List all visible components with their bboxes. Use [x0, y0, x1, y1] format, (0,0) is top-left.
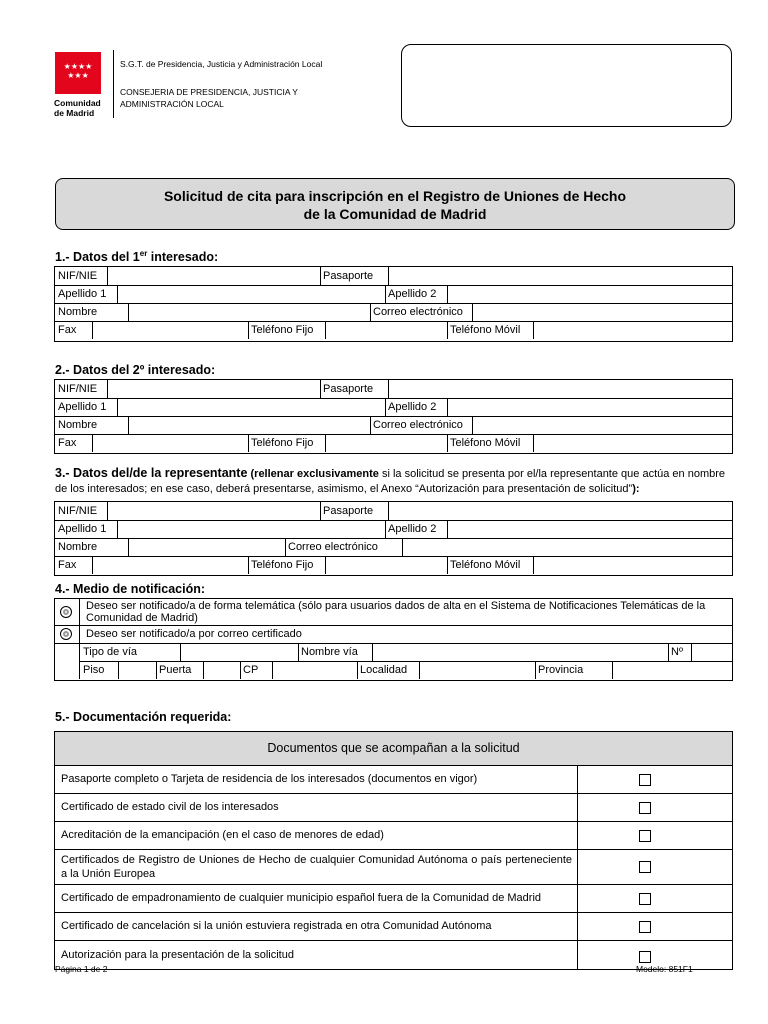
cp-label: CP — [243, 664, 259, 676]
puerta-label: Puerta — [159, 664, 192, 676]
logo-stars-icon: ★★★★ ★★★ — [63, 62, 93, 80]
pasaporte-label: Pasaporte — [323, 505, 374, 517]
doc-checkbox[interactable] — [639, 774, 651, 786]
section-5-title: 5.- Documentación requerida: — [55, 710, 232, 724]
table-row — [55, 822, 732, 850]
radio-telematica[interactable] — [60, 606, 72, 618]
tipo-via-label: Tipo de vía — [83, 646, 138, 658]
nif-label: NIF/NIE — [58, 383, 98, 395]
doc-checkbox[interactable] — [639, 861, 651, 873]
provincia-label: Provincia — [538, 664, 584, 676]
doc-label: Acreditación de la emancipación (en el caso de menores de edad) — [61, 829, 384, 841]
logo-text: Comunidad de Madrid — [54, 98, 101, 118]
pasaporte-label: Pasaporte — [323, 383, 374, 395]
section-3-title: 3.- Datos del/de la representante (rellenar exclusivamente si la solicitud se presenta por el/la representante que actúa en nombre de los interesados; en ese caso, deberá presentarse, asimismo, el Anexo “Autorización para presentación de solicitud”): — [55, 466, 726, 495]
apellido1-label: Apellido 1 — [58, 523, 107, 535]
correo-label: Correo electrónico — [373, 419, 463, 431]
header-divider — [113, 50, 114, 118]
localidad-label: Localidad — [360, 664, 408, 676]
piso-label: Piso — [83, 664, 105, 676]
doc-checkbox[interactable] — [639, 830, 651, 842]
nombre-label: Nombre — [58, 541, 98, 553]
table-row — [55, 794, 732, 822]
page-number: Página 1 de 2 — [55, 964, 108, 974]
doc-checkbox[interactable] — [639, 802, 651, 814]
org-line-1: S.G.T. de Presidencia, Justicia y Administración Local — [120, 59, 323, 69]
table-row — [55, 766, 732, 794]
doc-checkbox[interactable] — [639, 893, 651, 905]
radio-correo-certificado[interactable] — [60, 628, 72, 640]
fax-label: Fax — [58, 437, 77, 449]
correo-label: Correo electrónico — [288, 541, 378, 553]
doc-label: Certificados de Registro de Uniones de Hecho de cualquier Comunidad Autónoma o país perteneciente a la Unión Europea — [61, 854, 572, 880]
section-4-grid — [54, 598, 733, 681]
nif-label: NIF/NIE — [58, 270, 98, 282]
doc-checkbox[interactable] — [639, 951, 651, 963]
tel-fijo-label: Teléfono Fijo — [251, 437, 314, 449]
section-2-grid — [54, 379, 733, 454]
documents-table-header: Documentos que se acompañan a la solicitud — [55, 732, 732, 766]
tel-fijo-label: Teléfono Fijo — [251, 324, 314, 336]
table-row — [55, 913, 732, 941]
tel-movil-label: Teléfono Móvil — [450, 437, 521, 449]
model-number: Modelo: 851F1 — [636, 964, 693, 974]
numero-label: Nº — [671, 646, 683, 658]
fax-label: Fax — [58, 324, 77, 336]
option-telematica-label: Deseo ser notificado/a de forma telemática (sólo para usuarios dados de alta en el Sistema de Notificaciones Telemáticas de la Comunidad de Madrid) — [86, 600, 706, 624]
org-line-2: CONSEJERIA DE PRESIDENCIA, JUSTICIA Y ADMINISTRACIÓN LOCAL — [120, 87, 298, 109]
option-correo-label: Deseo ser notificado/a por correo certificado — [86, 628, 302, 640]
section-1-grid — [54, 266, 733, 342]
nombre-label: Nombre — [58, 306, 98, 318]
section-3-grid — [54, 501, 733, 576]
doc-label: Certificado de estado civil de los interesados — [61, 801, 279, 813]
table-row — [55, 941, 732, 969]
doc-label: Pasaporte completo o Tarjeta de residencia de los interesados (documentos en vigor) — [61, 773, 478, 785]
table-row — [55, 850, 732, 885]
apellido2-label: Apellido 2 — [388, 523, 437, 535]
table-row — [55, 885, 732, 913]
doc-label: Autorización para la presentación de la solicitud — [61, 949, 294, 961]
section-4-title: 4.- Medio de notificación: — [55, 582, 206, 596]
apellido1-label: Apellido 1 — [58, 401, 107, 413]
doc-checkbox[interactable] — [639, 921, 651, 933]
section-2-title: 2.- Datos del 2º interesado: — [55, 363, 216, 377]
apellido2-label: Apellido 2 — [388, 401, 437, 413]
documents-table — [54, 731, 733, 970]
nif-label: NIF/NIE — [58, 505, 98, 517]
doc-label: Certificado de cancelación si la unión estuviera registrada en otra Comunidad Autónoma — [61, 920, 492, 932]
registry-stamp-box — [401, 44, 732, 127]
page-title: Solicitud de cita para inscripción en el Registro de Uniones de Hecho de la Comunidad de Madrid — [55, 178, 735, 230]
tel-fijo-label: Teléfono Fijo — [251, 559, 314, 571]
nombre-label: Nombre — [58, 419, 98, 431]
fax-label: Fax — [58, 559, 77, 571]
correo-label: Correo electrónico — [373, 306, 463, 318]
doc-label: Certificado de empadronamiento de cualquier municipio español fuera de la Comunidad de Madrid — [61, 892, 542, 904]
pasaporte-label: Pasaporte — [323, 270, 374, 282]
tel-movil-label: Teléfono Móvil — [450, 324, 521, 336]
nombre-via-label: Nombre vía — [301, 646, 358, 658]
tel-movil-label: Teléfono Móvil — [450, 559, 521, 571]
apellido1-label: Apellido 1 — [58, 288, 107, 300]
apellido2-label: Apellido 2 — [388, 288, 437, 300]
section-1-title: 1.- Datos del 1er interesado: — [55, 249, 219, 265]
